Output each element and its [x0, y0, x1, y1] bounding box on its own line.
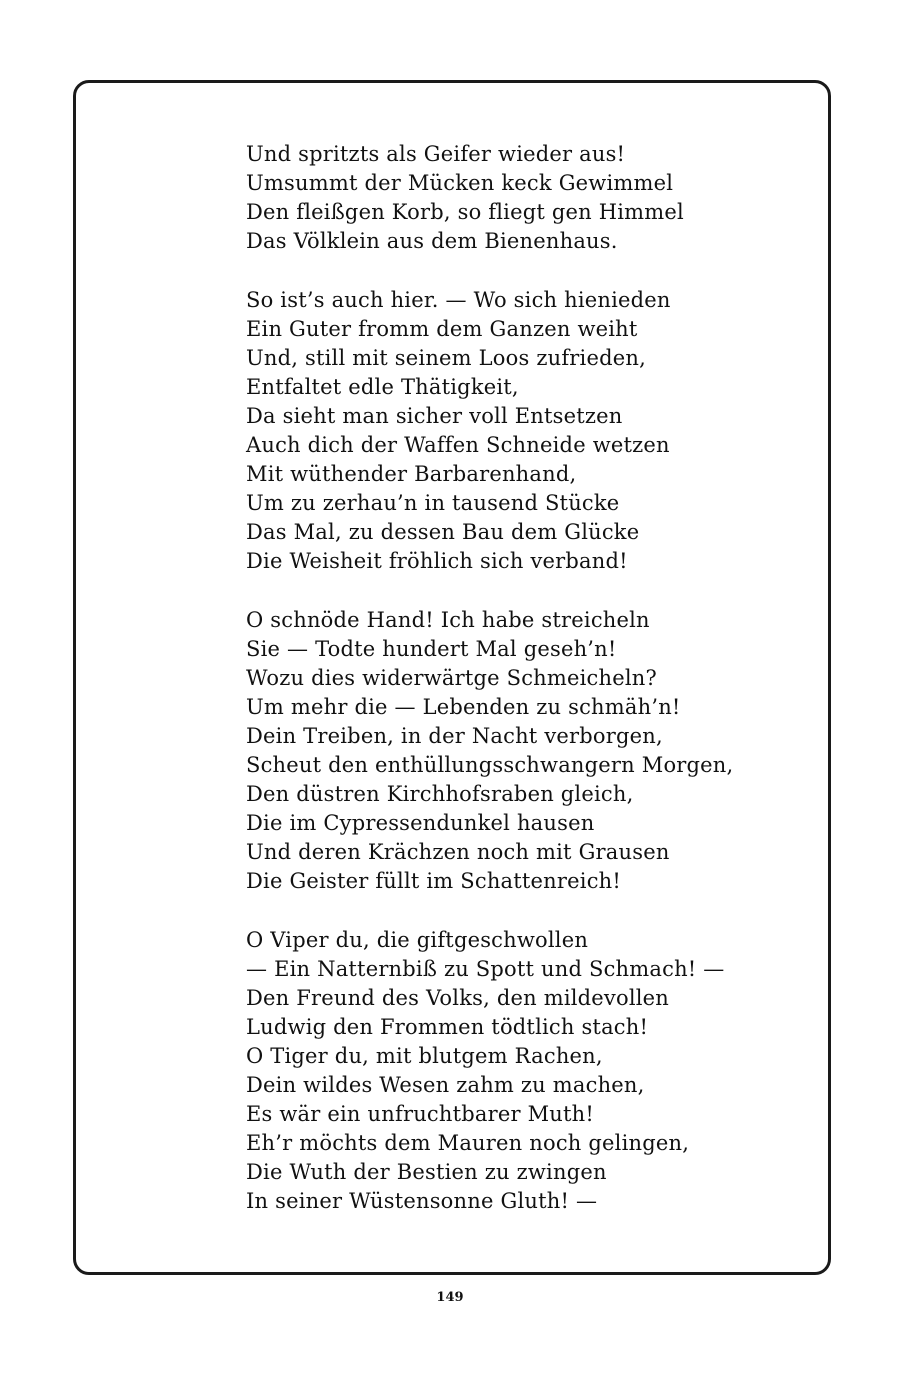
- poem-line: So ist’s auch hier. — Wo sich hienieden: [246, 288, 671, 312]
- poem-line: Eh’r möchts dem Mauren noch gelingen,: [246, 1131, 690, 1155]
- poem-line: Und, still mit seinem Loos zufrieden,: [246, 346, 646, 370]
- poem-line: Das Völklein aus dem Bienenhaus.: [246, 229, 618, 253]
- poem-line: Entfaltet edle Thätigkeit,: [246, 375, 519, 399]
- poem-line: Das Mal, zu dessen Bau dem Glücke: [246, 520, 640, 544]
- poem-line: Da sieht man sicher voll Entsetzen: [246, 404, 623, 428]
- poem-line: Den düstren Kirchhofsraben gleich,: [246, 782, 634, 806]
- poem-line: — Ein Natternbiß zu Spott und Schmach! —: [246, 957, 725, 981]
- poem-line: Die im Cypressendunkel hausen: [246, 811, 595, 835]
- poem-text: [246, 140, 806, 1246]
- poem-line: Sie — Todte hundert Mal geseh’n!: [246, 637, 617, 661]
- poem-line: O schnöde Hand! Ich habe streicheln: [246, 608, 650, 632]
- poem-line: In seiner Wüstensonne Gluth! —: [246, 1189, 598, 1213]
- poem-line: Den fleißgen Korb, so fliegt gen Himmel: [246, 200, 684, 224]
- poem-line: O Tiger du, mit blutgem Rachen,: [246, 1044, 603, 1068]
- poem-line: Umsummt der Mücken keck Gewimmel: [246, 171, 674, 195]
- stanza-4: [246, 926, 806, 1216]
- poem-line: Auch dich der Waffen Schneide wetzen: [246, 433, 670, 457]
- poem-line: Und deren Krächzen noch mit Grausen: [246, 840, 670, 864]
- page-number: 149: [436, 1290, 464, 1305]
- poem-line: Scheut den enthüllungsschwangern Morgen,: [246, 753, 734, 777]
- poem-line: Wozu dies widerwärtge Schmeicheln?: [246, 666, 657, 690]
- poem-line: Die Geister füllt im Schattenreich!: [246, 869, 622, 893]
- poem-line: Um mehr die — Lebenden zu schmäh’n!: [246, 695, 681, 719]
- poem-line: Dein Treiben, in der Nacht verborgen,: [246, 724, 663, 748]
- poem-line: Und spritzts als Geifer wieder aus!: [246, 142, 626, 166]
- poem-line: Um zu zerhau’n in tausend Stücke: [246, 491, 620, 515]
- poem-line: Ein Guter fromm dem Ganzen weiht: [246, 317, 638, 341]
- poem-line: Dein wildes Wesen zahm zu machen,: [246, 1073, 645, 1097]
- poem-line: Es wär ein unfruchtbarer Muth!: [246, 1102, 595, 1126]
- poem-line: Die Weisheit fröhlich sich verband!: [246, 549, 628, 573]
- stanza-2: [246, 286, 806, 576]
- stanza-1: [246, 140, 806, 256]
- poem-line: Mit wüthender Barbarenhand,: [246, 462, 577, 486]
- stanza-3: [246, 606, 806, 896]
- poem-line: O Viper du, die giftgeschwollen: [246, 928, 589, 952]
- poem-line: Den Freund des Volks, den mildevollen: [246, 986, 670, 1010]
- poem-line: Die Wuth der Bestien zu zwingen: [246, 1160, 607, 1184]
- poem-line: Ludwig den Frommen tödtlich stach!: [246, 1015, 649, 1039]
